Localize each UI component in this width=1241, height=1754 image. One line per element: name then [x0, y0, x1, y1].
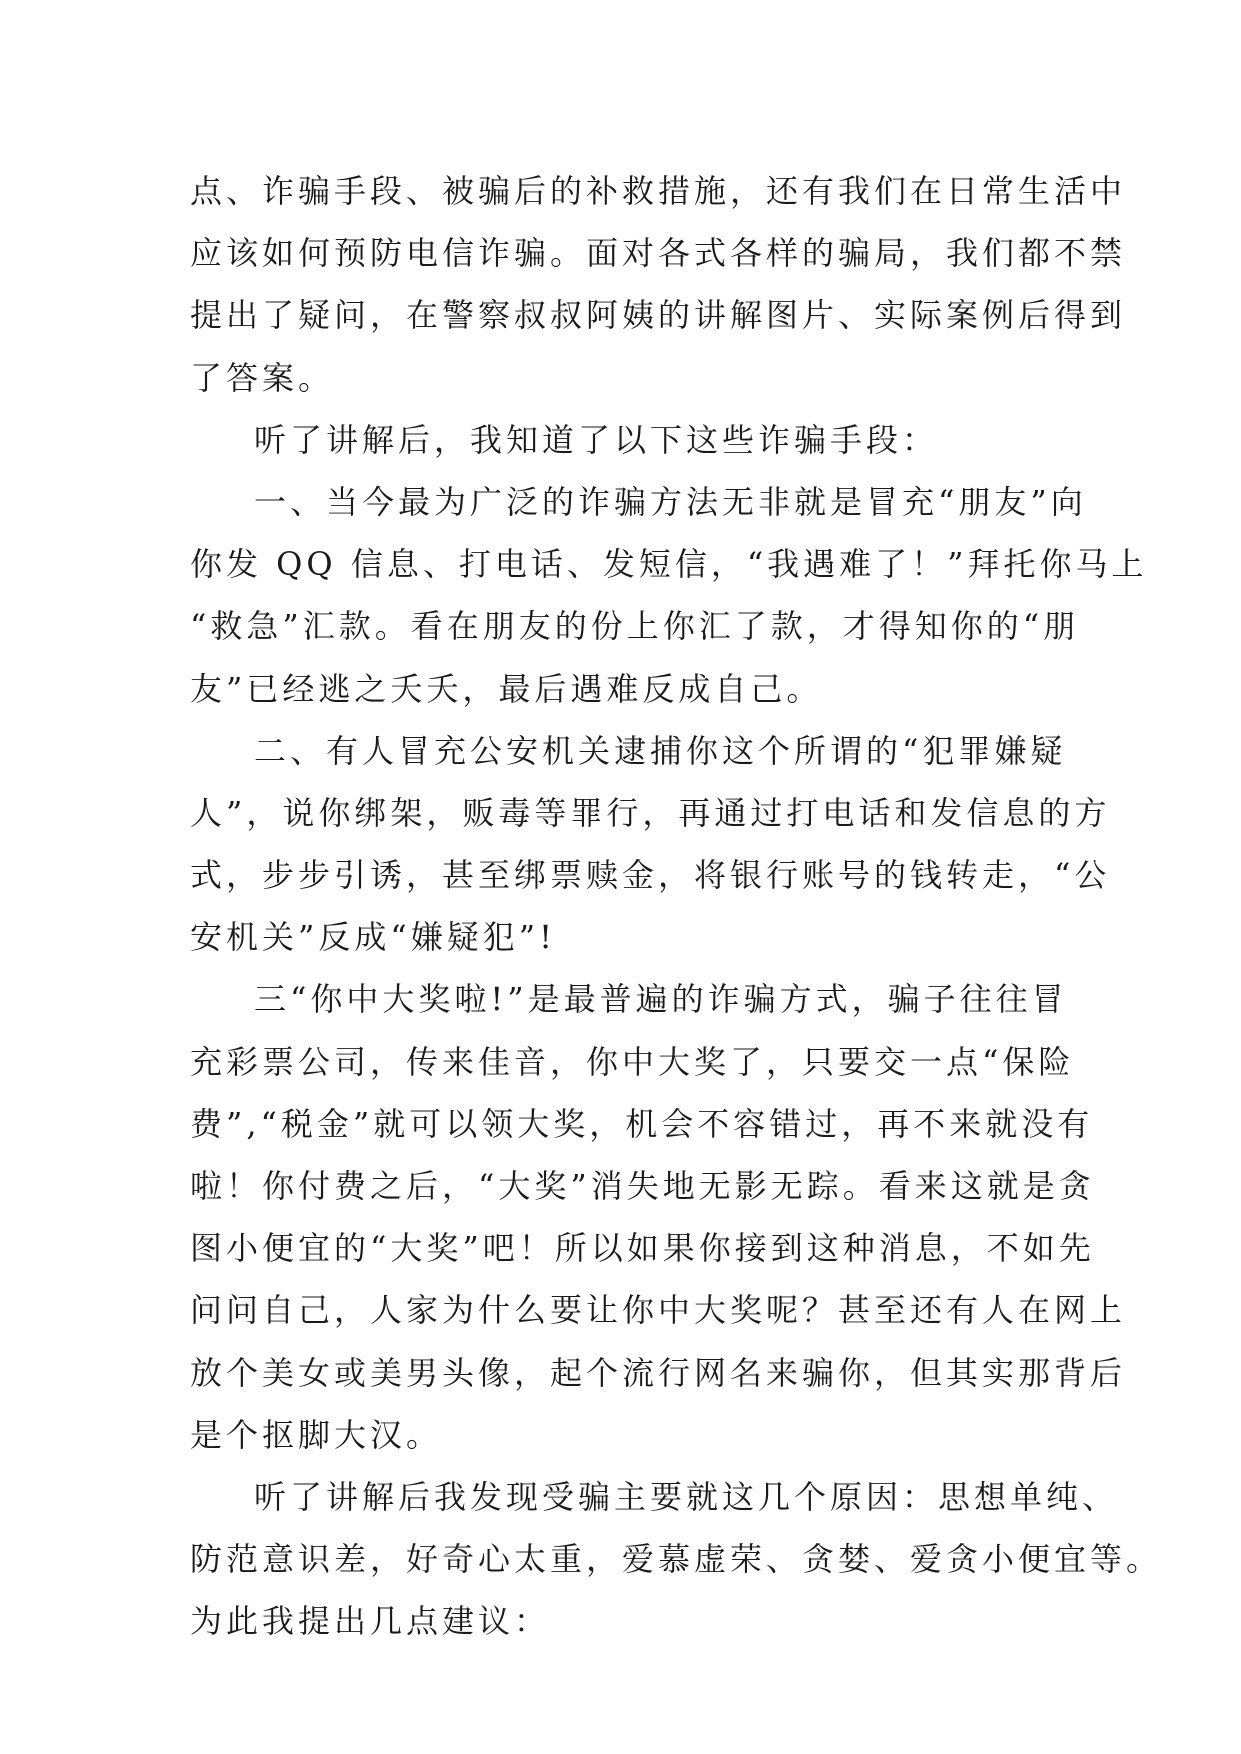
text-line: 你发 QQ 信息、打电话、发短信，“我遇难了！”拜托你马上 [190, 545, 1148, 584]
text-line: 费”,“税金”就可以领大奖，机会不容错过，再不来就没有 [190, 1104, 1094, 1143]
text-line: 应该如何预防电信诈骗。面对各式各样的骗局，我们都不禁 [190, 234, 1127, 273]
text-line: “救急”汇款。看在朋友的份上你汇了款，才得知你的“朋 [190, 607, 1080, 646]
text-line: 图小便宜的“大奖”吧！所以如果你接到这种消息，不如先 [190, 1229, 1095, 1268]
text-line: 友”已经逃之夭夭，最后遇难反成自己。 [190, 669, 823, 708]
body-text [190, 160, 1163, 1653]
text-line: 是个抠脚大汉。 [190, 1415, 443, 1454]
text-line: 提出了疑问，在警察叔叔阿姨的讲解图片、实际案例后得到 [190, 296, 1127, 335]
text-line: 问问自己，人家为什么要让你中大奖呢？甚至还有人在网上 [190, 1291, 1127, 1330]
paragraph-start-line: 听了讲解后我发现受骗主要就这几个原因：思想单纯、 [254, 1477, 1119, 1516]
text-line: 防范意识差，好奇心太重，爱慕虚荣、贪婪、爱贪小便宜等。 [190, 1540, 1163, 1579]
text-line: 为此我提出几点建议： [190, 1602, 551, 1641]
paragraph-start-line: 三“你中大奖啦!”是最普遍的诈骗方式，骗子往往冒 [254, 980, 1068, 1019]
text-line: 了答案。 [190, 358, 335, 397]
text-line: 式，步步引诱，甚至绑票赎金，将银行账号的钱转走，“公 [190, 856, 1111, 895]
text-line: 啦！你付费之后，“大奖”消失地无影无踪。看来这就是贪 [190, 1167, 1095, 1205]
paragraph-start-line: 二、有人冒充公安机关逮捕你这个所谓的“犯罪嫌疑 [254, 731, 1067, 770]
paragraph-start-line: 一、当今最为广泛的诈骗方法无非就是冒充“朋友”向 [254, 482, 1087, 521]
text-line: 安机关”反成“嫌疑犯”! [190, 918, 556, 957]
text-line: 人”，说你绑架，贩毒等罪行，再通过打电话和发信息的方 [190, 793, 1111, 832]
text-line: 放个美女或美男头像，起个流行网名来骗你，但其实那背后 [190, 1353, 1127, 1392]
text-line: 充彩票公司，传来佳音，你中大奖了，只要交一点“保险 [190, 1042, 1075, 1081]
text-line: 点、诈骗手段、被骗后的补救措施，还有我们在日常生活中 [190, 172, 1127, 210]
paragraph-start-line: 听了讲解后，我知道了以下这些诈骗手段： [254, 420, 939, 459]
